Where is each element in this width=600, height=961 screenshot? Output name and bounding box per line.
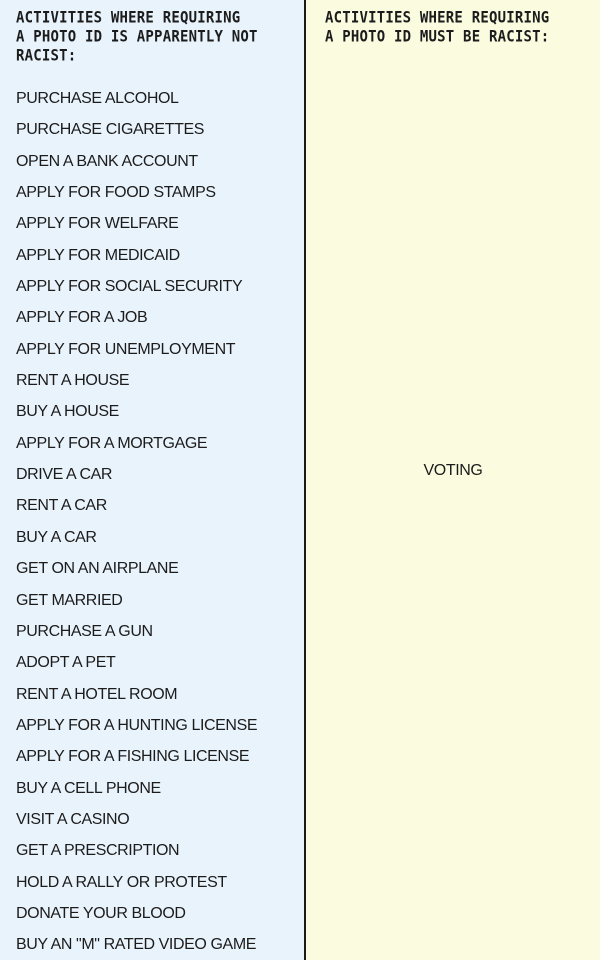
list-item: BUY A HOUSE [16,403,119,421]
list-item: APPLY FOR UNEMPLOYMENT [16,340,236,358]
list-item: PURCHASE A GUN [16,622,153,640]
list-item: APPLY FOR WELFARE [16,215,179,233]
list-item: OPEN A BANK ACCOUNT [16,152,198,170]
right-column-heading: ACTIVITIES WHERE REQUIRING A PHOTO ID MUST BE RACIST: [325,9,550,46]
list-item: BUY A CELL PHONE [16,779,161,797]
right-column [306,0,600,960]
list-item: APPLY FOR SOCIAL SECURITY [16,278,243,296]
right-activity-item: VOTING [423,462,483,479]
list-item: APPLY FOR FOOD STAMPS [16,184,216,202]
list-item: GET ON AN AIRPLANE [16,560,179,578]
list-item: PURCHASE ALCOHOL [16,90,179,107]
list-item: RENT A CAR [16,497,107,515]
list-item: BUY AN "M" RATED VIDEO GAME [16,936,257,954]
list-item: HOLD A RALLY OR PROTEST [16,873,227,891]
list-item: VISIT A CASINO [16,810,130,828]
list-item: BUY A CAR [16,528,97,546]
left-column-heading: ACTIVITIES WHERE REQUIRING A PHOTO ID IS APPARENTLY NOT RACIST: [16,9,258,65]
list-item: APPLY FOR A HUNTING LICENSE [16,716,258,734]
list-item: APPLY FOR A JOB [16,309,148,327]
list-item: RENT A HOTEL ROOM [16,685,178,703]
list-item: GET A PRESCRIPTION [16,842,180,860]
list-item: PURCHASE CIGARETTES [16,121,204,139]
left-activity-list [16,83,257,961]
list-item: APPLY FOR MEDICAID [16,246,180,264]
list-item: RENT A HOUSE [16,372,130,390]
list-item: GET MARRIED [16,591,123,609]
list-item: APPLY FOR A MORTGAGE [16,434,208,452]
list-item: ADOPT A PET [16,654,116,672]
list-item: DRIVE A CAR [16,466,113,484]
list-item: APPLY FOR A FISHING LICENSE [16,748,250,766]
list-item: DONATE YOUR BLOOD [16,904,186,922]
